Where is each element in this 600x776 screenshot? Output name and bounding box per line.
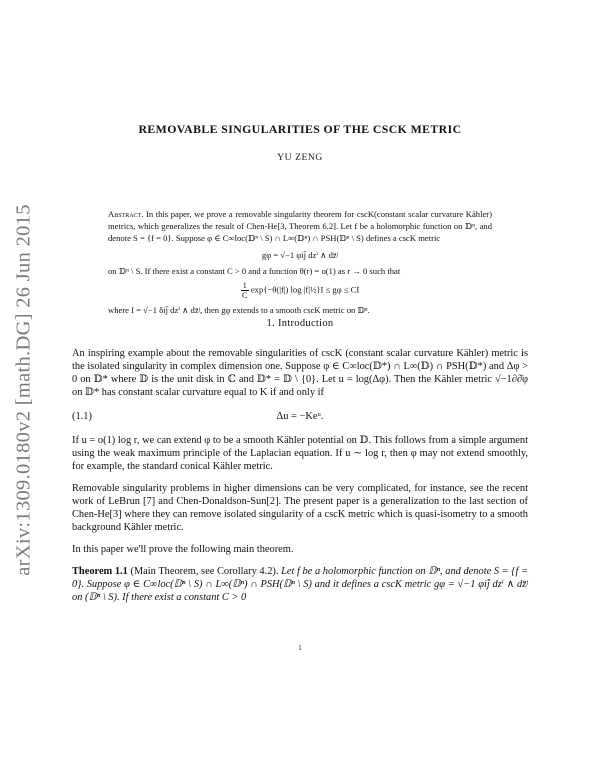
theorem-note: (Main Theorem, see Corollary 4.2).	[130, 566, 279, 577]
arxiv-identifier-text: arXiv:1309.0180v2 [math.DG] 26 Jun 2015	[12, 204, 35, 576]
arxiv-identifier	[4, 180, 44, 600]
abstract-text-3: where I = √−1 δij̄ dzⁱ ∧ dz̄ʲ, then gφ extends to a smooth cscK metric on 𝔻ⁿ.	[108, 305, 370, 316]
theorem-1-1	[72, 565, 528, 604]
abstract-text-1: In this paper, we prove a removable singularity theorem for cscK(constant scalar curvature Kähler) metrics, which generalizes the result of Chen-He[3, Theorem 6.2]. Let f be a holomorphic function on 𝔻ⁿ, and denote S = {f = 0}. Suppose φ ∈ C∞loc(𝔻ⁿ \ S) ∩ L∞(𝔻ⁿ) ∩ PSH(𝔻ⁿ \ S) defines a cscK metric	[108, 209, 492, 244]
paragraph-3: Removable singularity problems in higher dimensions can be very complicated, for instance, see the recent work of LeBrun [7] and Chen-Donaldson-Sun[2]. The present paper is a generalization to the last section of Chen-He[3] where they can remove isolated singularity of a cscK metric which is quasi-isometry to a smooth background Kähler metric.	[72, 483, 528, 533]
paper-body	[72, 347, 528, 613]
abstract-equation-1: gφ = √−1 φij̄ dzⁱ ∧ dz̄ʲ	[261, 249, 339, 260]
abstract-text-2: on 𝔻ⁿ \ S. If there exist a constant C > 0 and a function θ(r) = o(1) as r → 0 such that	[108, 265, 401, 276]
paragraph-1: An inspiring example about the removable singularities of cscK (constant scalar curvature Kähler) metric is the isolated singularity in complex dimension one. Suppose φ ∈ C∞loc(𝔻*) ∩ L∞(𝔻) ∩ PSH(𝔻*) and Δφ > 0 on 𝔻* where 𝔻 is the unit disk in ℂ and 𝔻* = 𝔻 \ {0}. Let u = log(Δφ). Then the Kähler metric √−1∂∂̄φ on 𝔻* has constant scalar curvature equal to K if and only if	[72, 348, 528, 398]
equation-rest: exp{−θ(|f|) log |f|½}I ≤ gφ ≤ CI	[250, 284, 360, 295]
section-heading: 1. Introduction	[266, 318, 334, 329]
fraction-numerator: 1	[242, 281, 247, 291]
paper-title: REMOVABLE SINGULARITIES OF THE CSCK METRIC	[138, 122, 462, 136]
equation-fraction	[241, 281, 249, 300]
abstract-label: Abstract.	[108, 209, 144, 219]
equation-1-1	[72, 408, 528, 426]
fraction-denominator: C	[242, 291, 248, 301]
page-number: 1	[298, 644, 302, 652]
equation-body: Δu = −Keᵘ.	[276, 411, 324, 422]
author-name: YU ZENG	[277, 153, 323, 163]
theorem-heading: Theorem 1.1	[72, 566, 128, 577]
paragraph-2: If u = o(1) log r, we can extend φ to be a smooth Kähler potential on 𝔻. This follows from a simple argument using the weak maximum principle of the Laplacian equation. If u ∼ log r, then φ may not extend smoothly, for example, the standard conical Kähler metric.	[72, 435, 528, 472]
equation-tag: (1.1)	[72, 411, 92, 422]
paragraph-4: In this paper we'll prove the following main theorem.	[72, 544, 294, 555]
abstract	[108, 208, 492, 316]
theorem-statement: Let f be a holomorphic function on 𝔻ⁿ, and denote S = {f = 0}. Suppose φ ∈ C∞loc(𝔻ⁿ \ S) ∩ L∞(𝔻ⁿ) ∩ PSH(𝔻ⁿ \ S) and it defines a cscK metric gφ = √−1 φij̄ dzⁱ ∧ dz̄ʲ on (𝔻ⁿ \ S). If there exist a constant C > 0	[72, 566, 528, 603]
abstract-equation-2	[108, 281, 492, 300]
